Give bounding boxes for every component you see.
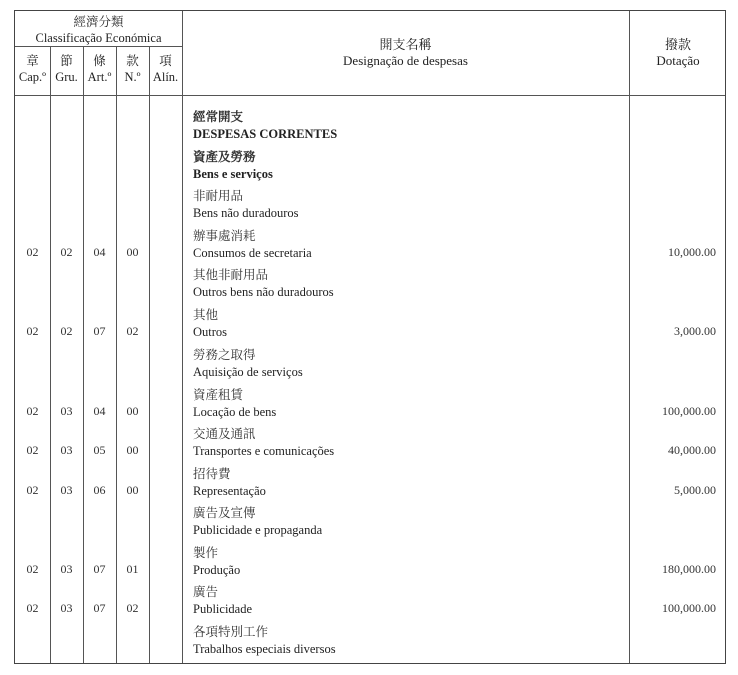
divider-classification bbox=[182, 11, 183, 663]
row-label-pt: Produção bbox=[193, 563, 241, 577]
row-code: 00 bbox=[126, 443, 139, 457]
row-code: 03 bbox=[60, 404, 73, 418]
row-code: 07 bbox=[93, 324, 106, 338]
row-label-zh: 交通及通訊 bbox=[193, 427, 256, 441]
col-n-zh: 款 bbox=[126, 54, 139, 68]
row-code: 04 bbox=[93, 245, 106, 259]
divider-n bbox=[149, 46, 150, 663]
row-label-zh: 非耐用品 bbox=[193, 189, 244, 203]
col-alin-header bbox=[149, 53, 182, 85]
col-art-zh: 條 bbox=[93, 54, 106, 68]
row-amount: 3,000.00 bbox=[674, 324, 716, 338]
row-label-pt: DESPESAS CORRENTES bbox=[193, 127, 338, 141]
col-cap-pt: Cap.º bbox=[18, 70, 47, 84]
row-label-zh: 製作 bbox=[193, 546, 219, 560]
row-code: 07 bbox=[93, 601, 106, 615]
row-code: 02 bbox=[26, 324, 39, 338]
row-code: 03 bbox=[60, 601, 73, 615]
row-code: 00 bbox=[126, 245, 139, 259]
allocation-pt: Dotação bbox=[656, 53, 700, 68]
row-label-pt: Bens e serviços bbox=[193, 167, 273, 181]
table-row bbox=[193, 505, 322, 539]
table-row bbox=[193, 387, 276, 421]
row-label-zh: 各項特別工作 bbox=[193, 625, 269, 639]
row-label-zh: 經常開支 bbox=[193, 110, 244, 124]
row-amount: 5,000.00 bbox=[674, 483, 716, 497]
row-label-zh: 其他 bbox=[193, 308, 219, 322]
row-code: 00 bbox=[126, 483, 139, 497]
col-gru-zh: 節 bbox=[60, 54, 73, 68]
row-label-pt: Outros bens não duradouros bbox=[193, 285, 334, 299]
row-code: 02 bbox=[26, 562, 39, 576]
col-n-pt: N.º bbox=[124, 70, 141, 84]
table-row bbox=[193, 188, 299, 222]
row-label-zh: 招待費 bbox=[193, 467, 231, 481]
divider-designation bbox=[629, 11, 630, 663]
col-cap-header bbox=[15, 53, 50, 85]
allocation-header bbox=[629, 37, 727, 69]
row-label-pt: Consumos de secretaria bbox=[193, 246, 312, 260]
row-code: 02 bbox=[126, 601, 139, 615]
row-code: 05 bbox=[93, 443, 106, 457]
table-row bbox=[193, 228, 312, 262]
row-label-pt: Locação de bens bbox=[193, 405, 277, 419]
row-label-pt: Representação bbox=[193, 484, 266, 498]
col-gru-header bbox=[50, 53, 83, 85]
row-code: 07 bbox=[93, 562, 106, 576]
row-code: 02 bbox=[26, 404, 39, 418]
row-label-pt: Outros bbox=[193, 325, 228, 339]
row-label-pt: Publicidade e propaganda bbox=[193, 523, 323, 537]
designation-zh: 開支名稱 bbox=[379, 37, 432, 52]
row-label-zh: 其他非耐用品 bbox=[193, 268, 269, 282]
row-code: 01 bbox=[126, 562, 139, 576]
row-label-zh: 勞務之取得 bbox=[193, 348, 256, 362]
allocation-zh: 撥款 bbox=[664, 37, 691, 52]
row-code: 03 bbox=[60, 562, 73, 576]
col-n-header bbox=[116, 53, 149, 85]
budget-table bbox=[14, 10, 726, 664]
row-code: 02 bbox=[26, 245, 39, 259]
classification-zh: 經濟分類 bbox=[73, 15, 124, 29]
row-label-zh: 資產租賃 bbox=[193, 388, 244, 402]
table-row bbox=[193, 347, 303, 381]
classification-pt: Classificação Económica bbox=[35, 31, 162, 45]
col-alin-pt: Alín. bbox=[152, 70, 179, 84]
row-label-pt: Publicidade bbox=[193, 602, 253, 616]
row-amount: 180,000.00 bbox=[662, 562, 716, 576]
divider-header-bottom bbox=[15, 95, 725, 96]
col-cap-zh: 章 bbox=[26, 54, 39, 68]
table-row bbox=[193, 584, 252, 618]
table-row bbox=[193, 267, 334, 301]
table-row bbox=[193, 307, 227, 341]
table-row bbox=[193, 466, 266, 500]
row-code: 03 bbox=[60, 483, 73, 497]
row-label-pt: Trabalhos especiais diversos bbox=[193, 642, 336, 656]
table-row bbox=[193, 149, 273, 183]
col-gru-pt: Gru. bbox=[55, 70, 78, 84]
row-code: 06 bbox=[93, 483, 106, 497]
row-label-pt: Aquisição de serviços bbox=[193, 365, 303, 379]
row-label-pt: Transportes e comunicações bbox=[193, 444, 335, 458]
table-row bbox=[193, 545, 240, 579]
row-amount: 40,000.00 bbox=[668, 443, 716, 457]
row-amount: 10,000.00 bbox=[668, 245, 716, 259]
table-row bbox=[193, 109, 337, 143]
row-code: 02 bbox=[26, 601, 39, 615]
table-row bbox=[193, 426, 334, 460]
row-code: 00 bbox=[126, 404, 139, 418]
classification-header bbox=[15, 14, 182, 46]
row-code: 02 bbox=[60, 245, 73, 259]
row-amount: 100,000.00 bbox=[662, 404, 716, 418]
row-code: 02 bbox=[60, 324, 73, 338]
row-code: 02 bbox=[26, 483, 39, 497]
row-amount: 100,000.00 bbox=[662, 601, 716, 615]
table-row bbox=[193, 624, 336, 658]
row-label-zh: 辦事處消耗 bbox=[193, 229, 256, 243]
divider-classification-sub bbox=[15, 46, 182, 47]
row-label-zh: 廣告 bbox=[193, 585, 219, 599]
row-code: 03 bbox=[60, 443, 73, 457]
row-label-zh: 廣告及宣傳 bbox=[193, 506, 256, 520]
designation-header bbox=[182, 37, 629, 69]
row-label-zh: 資產及勞務 bbox=[193, 150, 256, 164]
row-code: 02 bbox=[126, 324, 139, 338]
col-art-header bbox=[83, 53, 116, 85]
designation-pt: Designação de despesas bbox=[343, 53, 468, 68]
row-code: 02 bbox=[26, 443, 39, 457]
row-label-pt: Bens não duradouros bbox=[193, 206, 299, 220]
col-art-pt: Art.º bbox=[87, 70, 112, 84]
row-code: 04 bbox=[93, 404, 106, 418]
col-alin-zh: 項 bbox=[159, 54, 172, 68]
